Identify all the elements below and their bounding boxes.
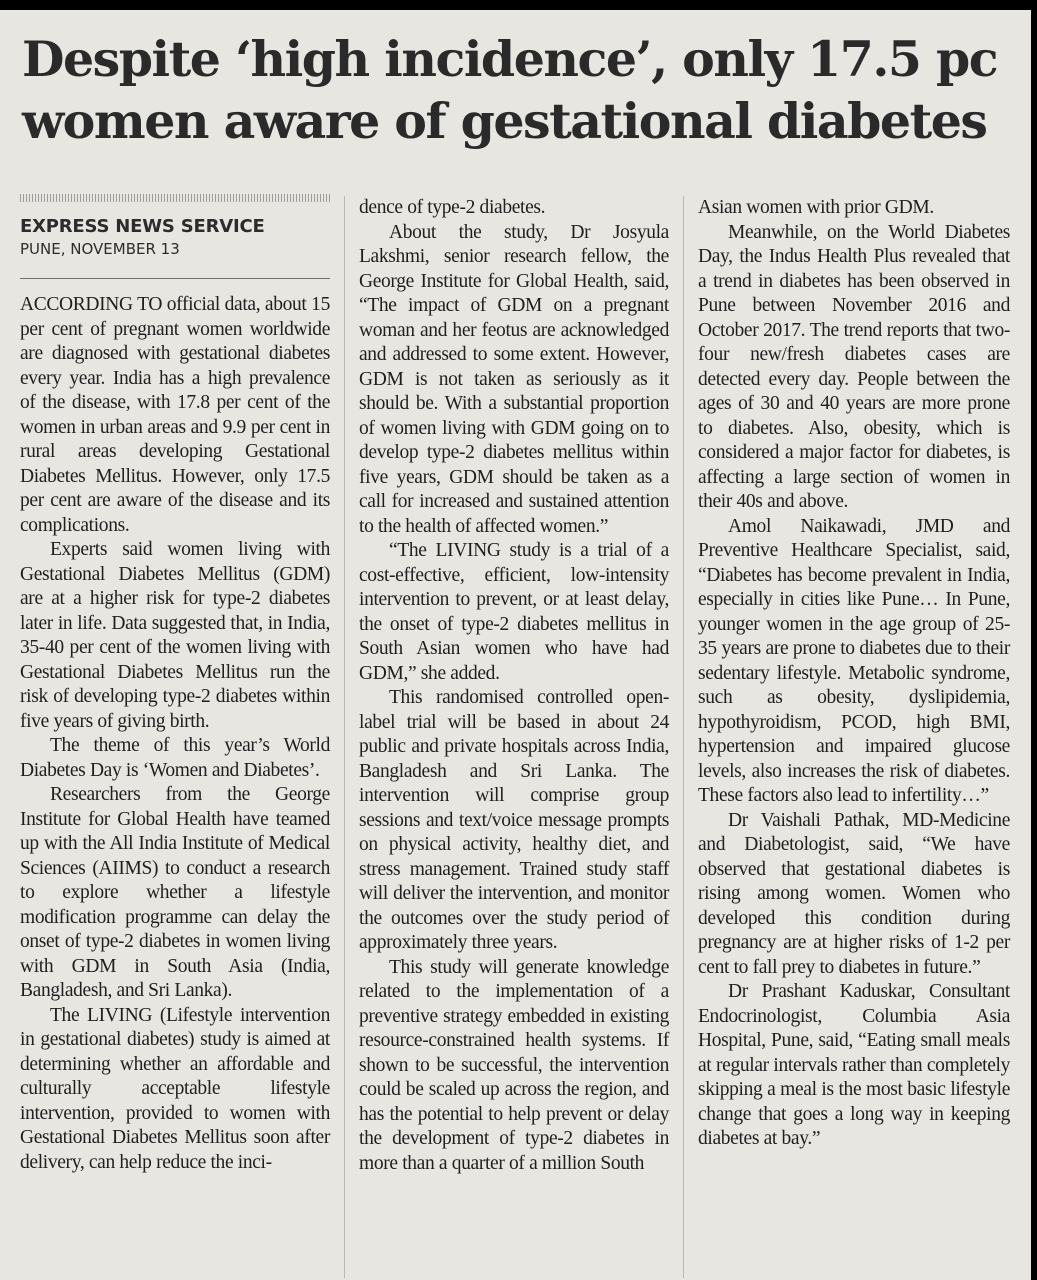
dateline: PUNE, NOVEMBER 13 [20,240,180,258]
paragraph: Researchers from the George Institute for Global Health have teamed up with the All India Institute of Medical Sciences (AIIMS) to conduct a research to explore whether a lifestyle modification programme can delay the onset of type-2 diabetes in women living with GDM in South Asia (India, Bangladesh, and Sri Lanka). [20,784,330,1001]
paragraph: Meanwhile, on the World Diabetes Day, the Indus Health Plus revealed that a trend in diabetes has been observed in Pune between November 2016 and October 2017. The trend reports that two-four new/fresh diabetes cases are detected every day. People between the ages of 30 and 40 years are more prone to diabetes. Also, obesity, which is considered a major factor for diabetes, is affecting a large section of women in their 40s and above. [698,221,1010,512]
paragraph: Dr Prashant Kaduskar, Consultant Endocrinologist, Columbia Asia Hospital, Pune, said, “Eating small meals at regular intervals rather than completely skipping a meal is the most basic lifestyle change that goes a long way in keeping diabetes at bay.” [698,981,1010,1149]
headline-line-1: Despite ‘high incidence’, only 17.5 pc [22,30,998,88]
paragraph-continued: Asian women with prior GDM. [698,197,934,218]
byline-block [20,216,330,258]
article-column-2 [359,196,669,1176]
paragraph: Experts said women living with Gestational Diabetes Mellitus (GDM) are at a higher risk for type-2 diabetes later in life. Data suggested that, in India, 35-40 per cent of the women living with Gestational Diabetes Mellitus run the risk of developing type-2 diabetes within five years of giving birth. [20,539,330,732]
newspaper-clipping [0,10,1031,1280]
article-column-3 [698,196,1010,1152]
paragraph: “The LIVING study is a trial of a cost-effective, efficient, low-intensity intervention to prevent, or at least delay, the onset of type-2 diabetes mellitus in South Asian women who have had GDM,” she added. [359,540,669,684]
paragraph: About the study, Dr Josyula Lakshmi, senior research fellow, the George Institute for Global Health, said, “The impact of GDM on a pregnant woman and her feotus are acknowledged and addressed to some extent. However, GDM is not taken as seriously as it should be. With a substantial proportion of women living with GDM going on to develop type-2 diabetes mellitus within five years, GDM should be taken as a call for increased and sustained attention to the health of affected women.” [359,221,669,537]
paragraph: Amol Naikawadi, JMD and Preventive Healthcare Specialist, said, “Diabetes has become prevalent in India, especially in cities like Pune… In Pune, younger women in the age group of 25-35 years are prone to diabetes due to their sedentary lifestyle. Metabolic syndrome, such as obesity, dyslipidemia, hypothyroidism, PCOD, high BMI, hypertension and impaired glucose levels, also increases the risk of diabetes. These factors also lead to infertility…” [698,515,1010,806]
column-divider [683,196,684,1278]
headline [22,28,1012,152]
paragraph: This study will generate knowledge related to the implementation of a preventive strategy embedded in existing resource-constrained health systems. If shown to be successful, the intervention could be scaled up across the region, and has the potential to help prevent or delay the development of type-2 diabetes in more than a quarter of a million South [359,956,669,1174]
byline-divider [20,278,330,279]
article-column-1 [20,293,330,1175]
byline: EXPRESS NEWS SERVICE [20,216,265,237]
paragraph: The LIVING (Lifestyle intervention in gestational diabetes) study is aimed at determining whether an affordable and culturally acceptable lifestyle intervention, provided to women with Gestational Diabetes Mellitus soon after delivery, can help reduce the inci- [20,1004,330,1173]
dotted-rule [20,194,330,202]
column-divider [344,196,345,1278]
paragraph: The theme of this year’s World Diabetes Day is ‘Women and Diabetes’. [20,735,330,781]
paragraph-continued: dence of type-2 diabetes. [359,197,546,218]
paragraph: This randomised controlled open-label trial will be based in about 24 public and private hospitals across India, Bangladesh and Sri Lanka. The intervention will comprise group sessions and text/voice message prompts on physical activity, healthy diet, and stress management. Trained study staff will deliver the intervention, and monitor the outcomes over the study period of approximately three years. [359,687,669,953]
headline-line-2: women aware of gestational diabetes [22,92,987,150]
paragraph: ACCORDING TO official data, about 15 per cent of pregnant women worldwide are diagnosed with gestational diabetes every year. India has a high prevalence of the disease, with 17.8 per cent of the women in urban areas and 9.9 per cent in rural areas developing Gestational Diabetes Mellitus. However, only 17.5 per cent are aware of the disease and its complications. [20,294,330,536]
paragraph: Dr Vaishali Pathak, MD-Medicine and Diabetologist, said, “We have observed that gestational diabetes is rising among women. Women who developed this condition during pregnancy are at higher risks of 1-2 per cent to fall prey to diabetes in future.” [698,809,1010,978]
